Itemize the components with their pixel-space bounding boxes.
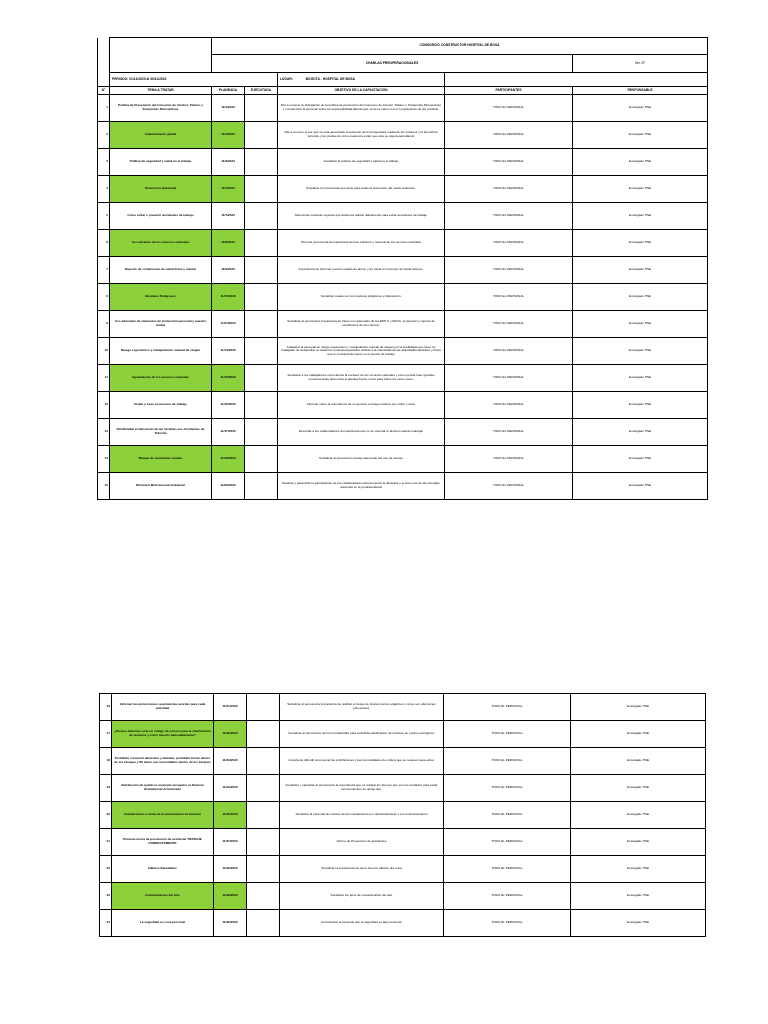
- row-planeada: 11/27/2023: [214, 829, 247, 856]
- row-planeada: 11/29/2023: [214, 883, 247, 910]
- row-ejecutada: [247, 883, 280, 910]
- col-tema: TEMA A TRATAR: [110, 87, 212, 95]
- row-ejecutada: [247, 856, 280, 883]
- row-participantes: TODO EL PERSONAL: [444, 748, 571, 775]
- row-number: 7: [98, 257, 110, 284]
- row-responsable: Encargado HSE: [571, 775, 706, 802]
- table-row: [100, 721, 706, 748]
- col-participantes: PARTICIPANTES: [445, 87, 573, 95]
- row-number: 3: [98, 149, 110, 176]
- row-responsable: Encargado HSE: [573, 149, 708, 176]
- table-row: [98, 176, 708, 203]
- table-row: [98, 473, 708, 500]
- row-responsable: Encargado HSE: [573, 419, 708, 446]
- row-number: 16: [100, 694, 112, 721]
- row-number: 22: [100, 856, 112, 883]
- row-responsable: Encargado HSE: [573, 284, 708, 311]
- row-number: 10: [98, 338, 110, 365]
- row-number: 24: [100, 910, 112, 937]
- row-objetivo: Socializar al personal la importancia de hacer uso adecuado de los EPP´S y EPCC, inspección y reporte de condiciones de los mismos.: [278, 311, 445, 338]
- table-row: [98, 122, 708, 149]
- charlas-title: CHARLAS PREOPERACIONALES: [212, 55, 573, 73]
- row-tema: Uso adecuado de elementos de protección personal y nuestro cuidas: [110, 311, 212, 338]
- row-participantes: TODO EL PERSONAL: [445, 203, 573, 230]
- row-responsable: Encargado HSE: [573, 392, 708, 419]
- table-row: [100, 775, 706, 802]
- row-planeada: 11/30/2023: [214, 910, 247, 937]
- row-objetivo: Informar sobre la importancia de no generar el riesgo locativo por orden y aseo: [278, 392, 445, 419]
- row-participantes: TODO EL PERSONAL: [444, 694, 571, 721]
- row-tema: Agotamiento de los recursos naturales: [110, 365, 212, 392]
- row-ejecutada: [245, 176, 278, 203]
- form-code: Ser CF: [573, 55, 708, 73]
- row-responsable: Encargado HSE: [573, 230, 708, 257]
- row-participantes: TODO EL PERSONAL: [445, 122, 573, 149]
- row-tema: Reporte de condiciones de salud física y mental: [110, 257, 212, 284]
- row-planeada: 11/3/2023: [212, 149, 245, 176]
- row-participantes: TODO EL PERSONAL: [444, 910, 571, 937]
- row-number: 8: [98, 284, 110, 311]
- row-ejecutada: [247, 694, 280, 721]
- row-objetivo: Norma de Prevención de accidentes: [280, 829, 444, 856]
- row-number: 20: [100, 802, 112, 829]
- row-number: 9: [98, 311, 110, 338]
- row-participantes: TODO EL PERSONAL: [445, 365, 573, 392]
- row-objetivo: Socializar la política de seguridad y salud en el trabajo: [278, 149, 445, 176]
- row-responsable: Encargado HSE: [573, 203, 708, 230]
- row-participantes: TODO EL PERSONAL: [445, 392, 573, 419]
- row-objetivo: Socializar a los trabajadores como afecta la escasez de los recursos naturales y como podría traer grandes consecuencias tanto para el planeta Tierra, como para todos los seres vivos.: [278, 365, 445, 392]
- row-responsable: Encargado HSE: [573, 338, 708, 365]
- table-row: [98, 338, 708, 365]
- row-planeada: 11/18/2023: [212, 446, 245, 473]
- row-participantes: TODO EL PERSONAL: [444, 856, 571, 883]
- row-ejecutada: [245, 149, 278, 176]
- row-objetivo: Socializar y capacitar al personal de la importancia que es retratar los buenos que son los rotulados para evitar inconvenientes de riesgo tipo.: [280, 775, 444, 802]
- table-row: [100, 748, 706, 775]
- row-tema: Protección ambiental: [110, 176, 212, 203]
- row-objetivo: Socializar cuales son los residuos peligrosos y disposición.: [278, 284, 445, 311]
- row-objetivo: Dar a conocer la divulgación de la política de prevención del Consumo de Alcohol, Tabaco y Sustancias Psicoactivas y concientizar al personal sobre la responsabilidad laboral que va de la mano con el cumplimiento de las políticas.: [278, 95, 445, 122]
- row-planeada: 11/14/2023: [212, 338, 245, 365]
- row-ejecutada: [245, 446, 278, 473]
- table-row: [98, 257, 708, 284]
- row-participantes: TODO EL PERSONAL: [445, 338, 573, 365]
- row-tema: Política de seguridad y salud en el trabajo: [110, 149, 212, 176]
- schedule-table-continued: [99, 693, 706, 937]
- row-number: 1: [98, 95, 110, 122]
- row-number: 21: [100, 829, 112, 856]
- table-row: [100, 910, 706, 937]
- row-responsable: Encargado HSE: [573, 257, 708, 284]
- row-ejecutada: [245, 419, 278, 446]
- logo-cell: [110, 38, 212, 73]
- table-row: [98, 284, 708, 311]
- table-row: [100, 694, 706, 721]
- consorcio-title: CONSORCIO CONSTRUCTOR HOSPITAL DE BOSA: [212, 38, 708, 55]
- row-tema: Como evitar o prevenir accidentes de trabajo: [110, 203, 212, 230]
- row-number: 2: [98, 122, 110, 149]
- table-row: [98, 230, 708, 257]
- row-responsable: Encargado HSE: [571, 802, 706, 829]
- row-tema: Orden y Aseo en puestos de trabajo: [110, 392, 212, 419]
- row-ejecutada: [245, 95, 278, 122]
- row-ejecutada: [245, 257, 278, 284]
- row-tema: ¿Porque debemos usar un código de colores para la clasificación de residuos y como hacerlo adecuadamente?: [112, 721, 214, 748]
- row-tema: Hábitos Saludables: [112, 856, 214, 883]
- row-ejecutada: [247, 910, 280, 937]
- row-ejecutada: [247, 829, 280, 856]
- lugar-label: LUGAR:: [280, 76, 293, 81]
- row-participantes: TODO EL PERSONAL: [445, 446, 573, 473]
- row-ejecutada: [245, 338, 278, 365]
- row-participantes: TODO EL PERSONAL: [444, 802, 571, 829]
- table-row: [98, 419, 708, 446]
- table-row: [98, 392, 708, 419]
- row-objetivo: Capacitar al personal en riesgo ergonómico y manipulación manual de cargas por la posibilidad que tiene un trabajador de desarrollar un trastorno musculoesquelético debido a la intensidad de las actividades laborales y física que le corresponde hacer en el puesto de trabajo: [278, 338, 445, 365]
- row-ejecutada: [247, 802, 280, 829]
- row-tema: Dinámica Motivacional ambiental: [110, 473, 212, 500]
- row-objetivo: Socializar la importancia que tiene para todos la protección del medio ambiente.: [278, 176, 445, 203]
- row-planeada: 11/24/2023: [214, 775, 247, 802]
- row-planeada: 11/17/2023: [212, 419, 245, 446]
- row-planeada: 11/10/2023: [212, 284, 245, 311]
- row-tema: Primera norma de prevención de accidente TRABAJE CORRECTAMENTE: [112, 829, 214, 856]
- row-number: 18: [100, 748, 112, 775]
- row-objetivo: Importante difundir al personal las prohibiciones y las inmoralidades de cultura que se requiere para evitar.: [280, 748, 444, 775]
- row-responsable: Encargado HSE: [571, 856, 706, 883]
- row-ejecutada: [245, 473, 278, 500]
- row-ejecutada: [245, 203, 278, 230]
- row-participantes: TODO EL PERSONAL: [444, 883, 571, 910]
- table-row: [98, 311, 708, 338]
- row-objetivo: Recordar a los colaboradores la importancia que no se mezclar el alcohol cuando manejan: [278, 419, 445, 446]
- table-row: [98, 149, 708, 176]
- row-objetivo: Dar a conocer el por qué se está generando el aumento de la temperatura media de los océanos y la atmósfera terrestre y las pautas de cómo podemos evitar que este se siga desarrollando: [278, 122, 445, 149]
- row-number: 5: [98, 203, 110, 230]
- row-participantes: TODO EL PERSONAL: [445, 257, 573, 284]
- row-tema: Retribución de químicos mezcado encuentro el Sistema Globalmente Armonizado: [112, 775, 214, 802]
- row-ejecutada: [245, 311, 278, 338]
- row-planeada: 11/25/2023: [214, 802, 247, 829]
- row-planeada: 11/8/2023: [212, 230, 245, 257]
- row-ejecutada: [247, 775, 280, 802]
- table-row: [98, 446, 708, 473]
- row-number: 13: [98, 419, 110, 446]
- row-objetivo: Mencionar prácticas seguras que debemos aplicar diariamente para evitar accidentes de trabajo: [278, 203, 445, 230]
- row-ejecutada: [245, 365, 278, 392]
- row-objetivo: Socializar los tipos de contaminación del aire: [280, 883, 444, 910]
- row-planeada: 11/28/2023: [214, 856, 247, 883]
- row-planeada: 11/7/2023: [212, 203, 245, 230]
- row-planeada: 11/15/2023: [212, 365, 245, 392]
- col-ejecutada: EJECUTADA: [245, 87, 278, 95]
- row-participantes: TODO EL PERSONAL: [445, 230, 573, 257]
- col-planeada: PLANEADA: [212, 87, 245, 95]
- row-planeada: 11/9/2023: [212, 257, 245, 284]
- row-tema: Informar las protecciones respiratorias acordes para cada actividad: [112, 694, 214, 721]
- row-responsable: Encargado HSE: [573, 446, 708, 473]
- row-responsable: Encargado HSE: [571, 721, 706, 748]
- table-row: [100, 883, 706, 910]
- row-planeada: 11/20/2023: [212, 473, 245, 500]
- col-objetivo: OBJETIVO DE LA CAPACITACION: [278, 87, 445, 95]
- row-number: 15: [98, 473, 110, 500]
- row-participantes: TODO EL PERSONAL: [445, 311, 573, 338]
- row-number: 6: [98, 230, 110, 257]
- row-planeada: 11/22/2023: [214, 721, 247, 748]
- row-objetivo: Informar al personal la importancia del uso eficiente y racional de los recursos naturales: [278, 230, 445, 257]
- row-responsable: Encargado HSE: [571, 748, 706, 775]
- row-tema: Uso eficiente de los recursos naturales: [110, 230, 212, 257]
- row-tema: Día Mundial en Recuerdo de las Víctimas por Accidentes de Tránsito: [110, 419, 212, 446]
- row-planeada: 11/4/2023: [212, 176, 245, 203]
- row-participantes: TODO EL PERSONAL: [445, 473, 573, 500]
- row-number: 17: [100, 721, 112, 748]
- row-planeada: 11/11/2023: [212, 311, 245, 338]
- schedule-table: [97, 37, 708, 500]
- row-participantes: TODO EL PERSONAL: [444, 829, 571, 856]
- row-participantes: TODO EL PERSONAL: [444, 775, 571, 802]
- table-row: [100, 856, 706, 883]
- col-n: N°: [98, 87, 110, 95]
- row-objetivo: Importancia de informar nuestro estado de ánimo y de salud al momento de iniciar labores.: [278, 257, 445, 284]
- row-planeada: 11/21/2023: [214, 694, 247, 721]
- row-responsable: Encargado HSE: [571, 883, 706, 910]
- row-tema: Prohibido consumir alimentos y bebidas, prohibido fumar dentro de los bloques y fill hacer sus necesidades dentro de los bloques: [112, 748, 214, 775]
- row-ejecutada: [245, 230, 278, 257]
- row-participantes: TODO EL PERSONAL: [445, 95, 573, 122]
- row-planeada: 11/23/2023: [214, 748, 247, 775]
- row-ejecutada: [247, 721, 280, 748]
- row-number: 19: [100, 775, 112, 802]
- row-participantes: TODO EL PERSONAL: [445, 419, 573, 446]
- row-objetivo: Realizar y garantizar la participación de los colaboradores para fomentar la dinámica y el buen uso de las energías aunemas en la jornada laboral: [278, 473, 445, 500]
- row-objetivo: Socializar la importancia de tener buenos hábitos día a día: [280, 856, 444, 883]
- row-planeada: 11/2/2023: [212, 122, 245, 149]
- table-row: [100, 802, 706, 829]
- row-responsable: Encargado HSE: [571, 829, 706, 856]
- row-number: 4: [98, 176, 110, 203]
- row-participantes: TODO EL PERSONAL: [444, 721, 571, 748]
- row-responsable: Encargado HSE: [571, 694, 706, 721]
- row-responsable: Encargado HSE: [573, 473, 708, 500]
- row-tema: Contaminación del Aire: [112, 883, 214, 910]
- row-planeada: 11/1/2023: [212, 95, 245, 122]
- row-participantes: TODO EL PERSONAL: [445, 149, 573, 176]
- row-objetivo: Socializar al personal la importancia de realizar el riesgo de tóxicas polvos orgánicos y cómo son afecciones pulmonares.: [280, 694, 444, 721]
- row-responsable: Encargado HSE: [573, 365, 708, 392]
- row-number: 14: [98, 446, 110, 473]
- row-responsable: Encargado HSE: [571, 910, 706, 937]
- row-responsable: Encargado HSE: [573, 95, 708, 122]
- row-number: 23: [100, 883, 112, 910]
- row-participantes: TODO EL PERSONAL: [445, 284, 573, 311]
- row-objetivo: Socializar al personal el manejo adecuado del uso de aceites: [278, 446, 445, 473]
- row-planeada: 11/16/2023: [212, 392, 245, 419]
- periodo: PERIODO: 01/11/2023 al 30/11/2023: [110, 73, 278, 87]
- row-tema: Manejo de sustancias usadas: [110, 446, 212, 473]
- table-row: [98, 95, 708, 122]
- row-tema: Calentamiento global: [110, 122, 212, 149]
- row-tema: La seguridad es cosa personal: [112, 910, 214, 937]
- row-ejecutada: [245, 284, 278, 311]
- row-responsable: Encargado HSE: [573, 311, 708, 338]
- lugar-value: BOGOTA - HOSPITAL DE BOSA: [305, 76, 355, 81]
- row-objetivo: Socializar al personal la norma normatividad para la debida clasificación de residuos en puntos ecológicos.: [280, 721, 444, 748]
- table-row: [98, 365, 708, 392]
- row-participantes: TODO EL PERSONAL: [445, 176, 573, 203]
- row-responsable: Encargado HSE: [573, 176, 708, 203]
- table-row: [100, 829, 706, 856]
- row-ejecutada: [245, 392, 278, 419]
- row-responsable: Encargado HSE: [573, 122, 708, 149]
- row-tema: Residuos Peligrosos: [110, 284, 212, 311]
- row-objetivo: Socializar al personal las causas de las inundaciones por desbordamiento y por encharcamiento: [280, 802, 444, 829]
- table-row: [98, 203, 708, 230]
- row-tema: Inundaciones a causa de la acumulación de basuras: [112, 802, 214, 829]
- row-tema: Política de Prevención del Consumo de Alcohol, Tabaco y Sustancias Psicoactivas: [110, 95, 212, 122]
- row-ejecutada: [247, 748, 280, 775]
- col-responsable: RESPONSABLE: [573, 87, 708, 95]
- row-number: 11: [98, 365, 110, 392]
- row-number: 12: [98, 392, 110, 419]
- row-objetivo: Concientizar al personal que la seguridad es algo personal.: [280, 910, 444, 937]
- row-ejecutada: [245, 122, 278, 149]
- row-tema: Riesgo ergonómico y manipulación manual de cargas: [110, 338, 212, 365]
